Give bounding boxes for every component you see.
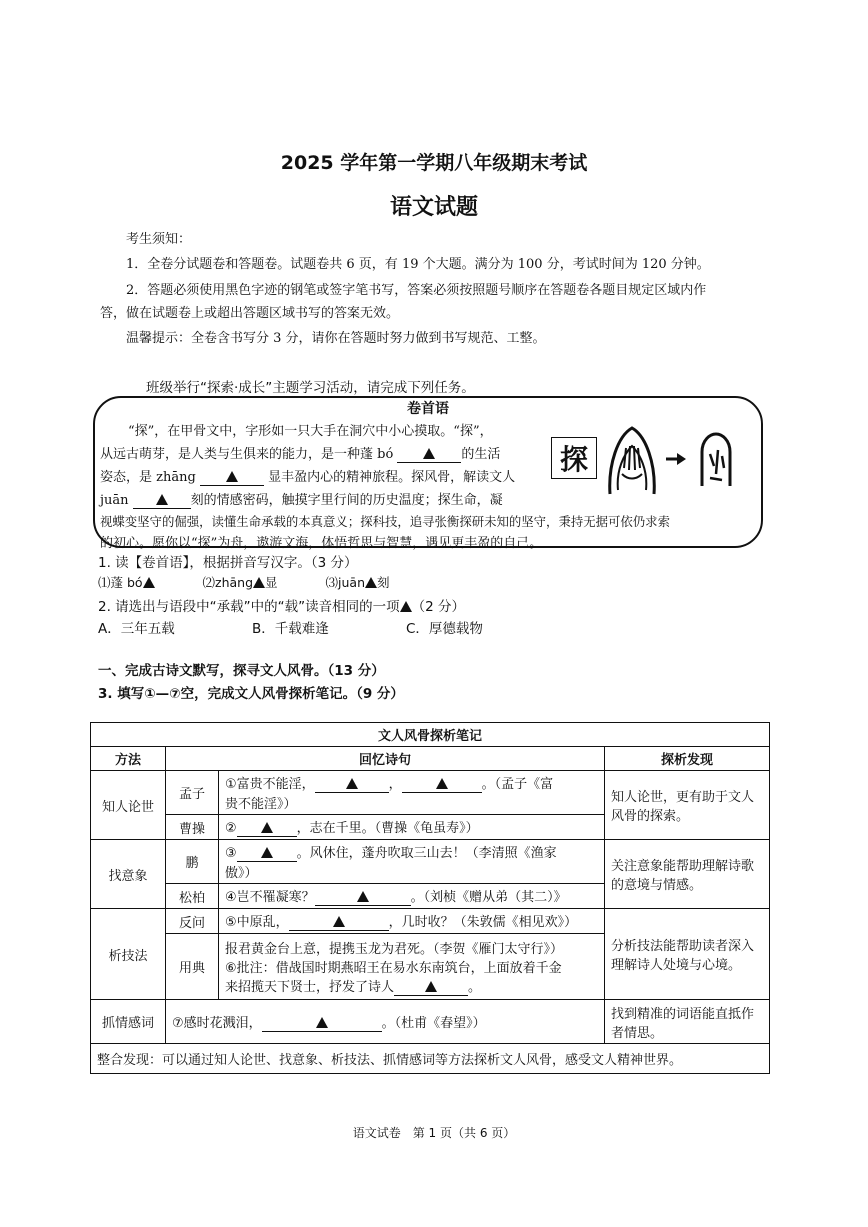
question-2-option-a: A．三年五载 bbox=[98, 621, 175, 637]
blank-poem-5 bbox=[289, 915, 389, 931]
notice-label: 考生须知： bbox=[126, 232, 192, 247]
triangle-marker-icon bbox=[261, 822, 273, 833]
triangle-marker-icon bbox=[400, 601, 412, 612]
blank-poem-7 bbox=[262, 1016, 382, 1032]
finding-1: 知人论世，更有助于文人风骨的探索。 bbox=[605, 771, 770, 840]
table-header-poems: 回忆诗句 bbox=[166, 747, 605, 771]
preface-line-6: 的初心。愿你以“探”为舟，遨游文海，体悟哲思与智慧，遇见更丰盈的自己。 bbox=[100, 536, 543, 551]
notice-item-2-line2: 答，做在试题卷上或超出答题区域书写的答案无效。 bbox=[100, 306, 400, 321]
table-row: ①富贵不能淫， ， 。（孟子《富 贵不能淫》） bbox=[219, 771, 605, 815]
triangle-marker-icon bbox=[143, 577, 155, 588]
triangle-marker-icon bbox=[346, 778, 358, 789]
finding-3: 分析技法能帮助读者深入理解诗人处境与心境。 bbox=[605, 909, 770, 1000]
sub-peng: 鹏 bbox=[166, 840, 219, 884]
activity-intro: 班级举行“探索·成长”主题学习活动，请完成下列任务。 bbox=[146, 380, 475, 396]
exam-title: 2025 学年第一学期八年级期末考试 bbox=[280, 152, 588, 174]
preface-line-4: juān 刻的情感密码，触摸字里行间的历史温度；探生命，凝 bbox=[100, 493, 503, 508]
blank-poem-3 bbox=[237, 846, 297, 862]
triangle-marker-icon bbox=[423, 448, 435, 459]
question-2-option-c: C．厚德载物 bbox=[406, 621, 483, 637]
notice-item-1: 1．全卷分试题卷和答题卷。试题卷共 6 页，有 19 个大题。满分为 100 分，考试时间为 120 分钟。 bbox=[126, 257, 710, 272]
question-2-option-b: B．千载难逢 bbox=[252, 621, 329, 637]
oracle-glyph-icon bbox=[696, 432, 736, 488]
tan-character-icon: 探 bbox=[551, 437, 597, 479]
question-1-stem: 1. 读【卷首语】，根据拼音写汉字。（3 分） bbox=[98, 555, 358, 571]
question-3-stem: 3. 填写①—⑦空，完成文人风骨探析笔记。（9 分） bbox=[98, 686, 404, 702]
page-footer: 语文试卷 第 1 页（共 6 页） bbox=[352, 1126, 516, 1140]
method-technique: 析技法 bbox=[91, 909, 166, 1000]
table-header-method: 方法 bbox=[91, 747, 166, 771]
blank-poem-1 bbox=[315, 777, 389, 793]
question-1-options: ⑴蓬 bó ⑵zhāng 显 ⑶juān 刻 bbox=[98, 575, 390, 590]
blank-3 bbox=[133, 493, 191, 509]
triangle-marker-icon bbox=[261, 847, 273, 858]
blank-1 bbox=[397, 447, 461, 463]
method-emotion-words: 抓情感词 bbox=[91, 1000, 166, 1044]
triangle-marker-icon bbox=[365, 577, 377, 588]
exam-subtitle: 语文试题 bbox=[389, 194, 478, 220]
method-imagery: 找意象 bbox=[91, 840, 166, 909]
finding-4: 找到精准的词语能直抵作者情思。 bbox=[605, 1000, 770, 1044]
triangle-marker-icon bbox=[333, 916, 345, 927]
triangle-marker-icon bbox=[436, 778, 448, 789]
notice-item-2-line1: 2．答题必须使用黑色字迹的钢笔或签字笔书写，答案必须按照题号顺序在答题卷各题目规定区域内作 bbox=[126, 283, 707, 298]
triangle-marker-icon bbox=[253, 577, 265, 588]
summary-row: 整合发现：可以通过知人论世、找意象、析技法、抓情感词等方法探析文人风骨，感受文人精神世界。 bbox=[91, 1044, 770, 1074]
sub-mencius: 孟子 bbox=[166, 771, 219, 815]
triangle-marker-icon bbox=[226, 471, 238, 482]
table-row: ② ，志在千里。（曹操《龟虽寿》） bbox=[219, 815, 605, 840]
preface-line-5: 视蝶变坚守的倔强，读懂生命承载的本真意义；探科技，追寻张衡探研未知的坚守，秉持无据可依仍求索 bbox=[100, 514, 670, 529]
notice-tip: 温馨提示：全卷含书写分 3 分，请你在答题时努力做到书写规范、工整。 bbox=[126, 331, 546, 346]
table-row: 报君黄金台上意，提携玉龙为君死。（李贺《雁门太守行》） ⑥批注：借战国时期燕昭王在易水东南筑台，上面放着千金 来招揽天下贤士，抒发了诗人 。 bbox=[219, 934, 605, 1000]
blank-2 bbox=[200, 470, 264, 486]
table-row: ⑤中原乱， ，几时收？（朱敦儒《相见欢》） bbox=[219, 909, 605, 934]
triangle-marker-icon bbox=[357, 891, 369, 902]
preface-line-2: 从远古萌芽，是人类与生俱来的能力，是一种蓬 bó 的生活 bbox=[100, 447, 501, 462]
table-row: ④岂不罹凝寒？ 。（刘桢《赠从弟（其二）》 bbox=[219, 884, 605, 909]
question-2-stem: 2. 请选出与语段中“承载”中的“载”读音相同的一项 （2 分） bbox=[98, 599, 466, 615]
triangle-marker-icon bbox=[156, 494, 168, 505]
arrow-right-icon bbox=[665, 452, 687, 466]
blank-poem-6 bbox=[394, 980, 468, 996]
sub-pine: 松柏 bbox=[166, 884, 219, 909]
blank-poem-4 bbox=[315, 890, 411, 906]
hand-in-cave-icon bbox=[604, 424, 660, 498]
finding-2: 关注意象能帮助理解诗歌的意境与情感。 bbox=[605, 840, 770, 909]
sub-rhetorical: 反问 bbox=[166, 909, 219, 934]
analysis-notes-table bbox=[90, 722, 770, 1074]
table-header-findings: 探析发现 bbox=[605, 747, 770, 771]
table-row: ③ 。风休住，蓬舟吹取三山去！（李清照《渔家 傲》） bbox=[219, 840, 605, 884]
table-row: ⑦感时花溅泪， 。（杜甫《春望》） bbox=[166, 1000, 605, 1044]
sub-caocao: 曹操 bbox=[166, 815, 219, 840]
table-title: 文人风骨探析笔记 bbox=[91, 723, 770, 747]
preface-line-1: “探”，在甲骨文中，字形如一只大手在洞穴中小心摸取。“探”， bbox=[128, 424, 493, 439]
blank-poem-1b bbox=[402, 777, 482, 793]
preface-title: 卷首语 bbox=[407, 401, 449, 417]
method-know-author: 知人论世 bbox=[91, 771, 166, 840]
triangle-marker-icon bbox=[425, 981, 437, 992]
sub-allusion: 用典 bbox=[166, 934, 219, 1000]
blank-poem-2 bbox=[237, 821, 297, 837]
section-1-title: 一、完成古诗文默写，探寻文人风骨。（13 分） bbox=[98, 663, 385, 679]
triangle-marker-icon bbox=[316, 1017, 328, 1028]
preface-line-3: 姿态，是 zhāng 显丰盈内心的精神旅程。探风骨，解读文人 bbox=[100, 470, 516, 485]
